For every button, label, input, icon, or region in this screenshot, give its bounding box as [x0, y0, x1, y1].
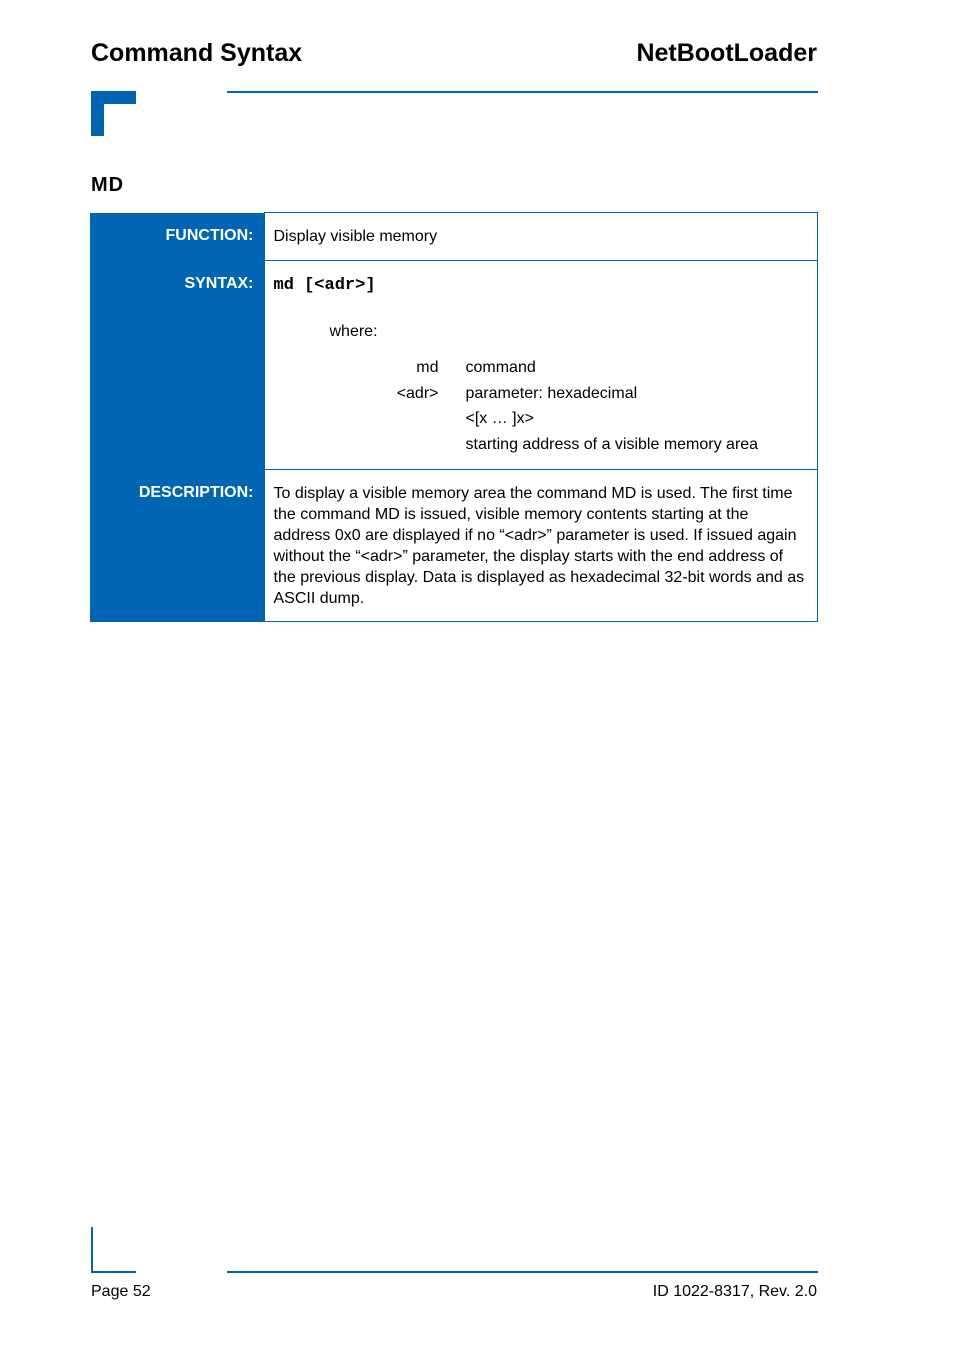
- description-row: [90, 470, 818, 622]
- command-table: [90, 212, 818, 622]
- document-id: ID 1022-8317, Rev. 2.0: [652, 1283, 817, 1300]
- parameter-name: <adr>: [396, 384, 439, 402]
- parameter-name-empty: [330, 432, 466, 458]
- header-rule: [227, 91, 818, 93]
- footer-rule: [227, 1271, 818, 1273]
- syntax-cell: [264, 261, 818, 470]
- where-block: [274, 321, 808, 457]
- parameter-name: md: [416, 359, 439, 376]
- header-product-title: NetBootLoader: [636, 39, 817, 67]
- description-label: DESCRIPTION:: [90, 470, 264, 622]
- syntax-label: SYNTAX:: [90, 261, 264, 470]
- function-label: FUNCTION:: [90, 213, 264, 261]
- parameter-list: [330, 355, 759, 457]
- parameter-row: [330, 381, 759, 407]
- function-value: Display visible memory: [264, 213, 818, 261]
- corner-mark-bottom-left: [91, 1227, 136, 1273]
- section-title: MD: [91, 174, 125, 196]
- corner-mark-top-left: [91, 91, 136, 136]
- parameter-row: [330, 355, 759, 381]
- syntax-code: md [<adr>]: [273, 276, 376, 295]
- parameter-name-empty: [330, 406, 466, 432]
- page-number: Page 52: [91, 1283, 151, 1300]
- parameter-desc: <[x … ]x>: [465, 410, 534, 427]
- function-row: [90, 213, 818, 261]
- syntax-row: [90, 261, 818, 470]
- where-label: where:: [329, 323, 378, 340]
- parameter-desc: starting address of a visible memory area: [465, 435, 759, 453]
- parameter-desc: command: [465, 359, 536, 376]
- parameter-row: [330, 406, 759, 432]
- parameter-desc: parameter: hexadecimal: [465, 384, 638, 402]
- header-chapter-title: Command Syntax: [91, 39, 303, 67]
- parameter-row: [330, 432, 759, 458]
- description-text: To display a visible memory area the command MD is used. The first time the command MD is issued, visible memory contents starting at the address 0x0 are displayed if no “<adr>” parameter is used. If issued again without the “<adr>” parameter, the display starts with the end address of the previous display. Data is displayed as hexadecimal 32-bit words and as ASCII dump.: [264, 470, 818, 622]
